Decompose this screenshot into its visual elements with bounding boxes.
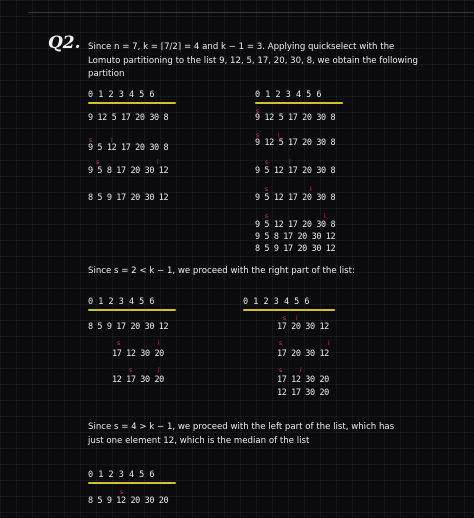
header-underline [88, 309, 176, 311]
marker-i: i [111, 137, 113, 144]
intro-line-3: partition [88, 69, 125, 79]
list-row: 9 5 12 17 20 30 8 [255, 220, 336, 230]
marker-s: s [96, 159, 100, 166]
list-row: 9 5 8 17 20 30 12 [255, 232, 336, 242]
marker-i: i [158, 367, 160, 374]
marker-s: s [129, 367, 133, 374]
list-row: 8 5 9 17 20 30 12 [88, 193, 169, 203]
marker-s: s [279, 367, 283, 374]
list-row: 9 5 8 17 20 30 12 [88, 166, 169, 176]
marker-i: i [310, 186, 312, 193]
marker-s: s [256, 132, 260, 139]
marker-s: s [265, 213, 269, 220]
marker-i: i [296, 315, 298, 322]
marker-s: s [120, 489, 124, 496]
list-row: 9 12 5 17 20 30 8 [88, 113, 169, 123]
header-underline [88, 102, 176, 104]
marker-i: i [278, 132, 280, 139]
list-row: 9 12 5 17 20 30 8 [255, 138, 336, 148]
header-underline [88, 482, 176, 484]
top-divider [28, 12, 474, 13]
list-row: 17 12 30 20 [112, 349, 164, 359]
list-row: 9 5 12 17 20 30 8 [88, 143, 169, 153]
list-row: 17 12 30 20 [277, 375, 329, 385]
intro-line-2: Lomuto partitioning to the list 9, 12, 5, 17, 20, 30, 8, we obtain the following [88, 56, 418, 66]
list-row: 8 5 9 12 20 30 20 [88, 496, 169, 506]
marker-i: i [328, 340, 330, 347]
step3-line-1: Since s = 4 > k − 1, we proceed with the left part of the list, which has [88, 422, 395, 432]
marker-s: s [265, 159, 269, 166]
marker-s: s [117, 340, 121, 347]
list-row: 9 12 5 17 20 30 8 [255, 113, 336, 123]
list-row: 9 5 12 17 20 30 8 [255, 193, 336, 203]
list-row: 12 17 30 20 [112, 375, 164, 385]
index-header: 0 1 2 3 4 5 6 [88, 470, 155, 480]
step2-text: Since s = 2 < k − 1, we proceed with the right part of the list: [88, 266, 355, 276]
header-underline [243, 309, 335, 311]
list-row: 9 5 12 17 20 30 8 [255, 166, 336, 176]
marker-s: s [279, 340, 283, 347]
index-header: 0 1 2 3 4 5 6 [255, 90, 322, 100]
question-label: Q2. [48, 33, 81, 53]
marker-i: i [158, 340, 160, 347]
list-row: 17 20 30 12 [277, 349, 329, 359]
list-row: 12 17 30 20 [277, 388, 329, 398]
index-header: 0 1 2 3 4 5 6 [88, 90, 155, 100]
step3-line-2: just one element 12, which is the median of the list [88, 436, 310, 446]
marker-s: s [89, 137, 93, 144]
list-row: 17 20 30 12 [277, 322, 329, 332]
index-header: 0 1 2 3 4 5 6 [243, 297, 310, 307]
marker-i: i [289, 159, 291, 166]
index-header: 0 1 2 3 4 5 6 [88, 297, 155, 307]
marker-s: s [265, 186, 269, 193]
marker-s: s [283, 315, 287, 322]
intro-line-1: Since n = 7, k = ⌈7/2⌉ = 4 and k − 1 = 3. Applying quickselect with the [88, 42, 395, 52]
list-row: 8 5 9 17 20 30 12 [255, 244, 336, 254]
list-row: 8 5 9 17 20 30 12 [88, 322, 169, 332]
marker-i: i [157, 159, 159, 166]
header-underline [255, 102, 343, 104]
marker-i: i [324, 213, 326, 220]
marker-s: s [256, 108, 260, 115]
marker-i: i [300, 367, 302, 374]
